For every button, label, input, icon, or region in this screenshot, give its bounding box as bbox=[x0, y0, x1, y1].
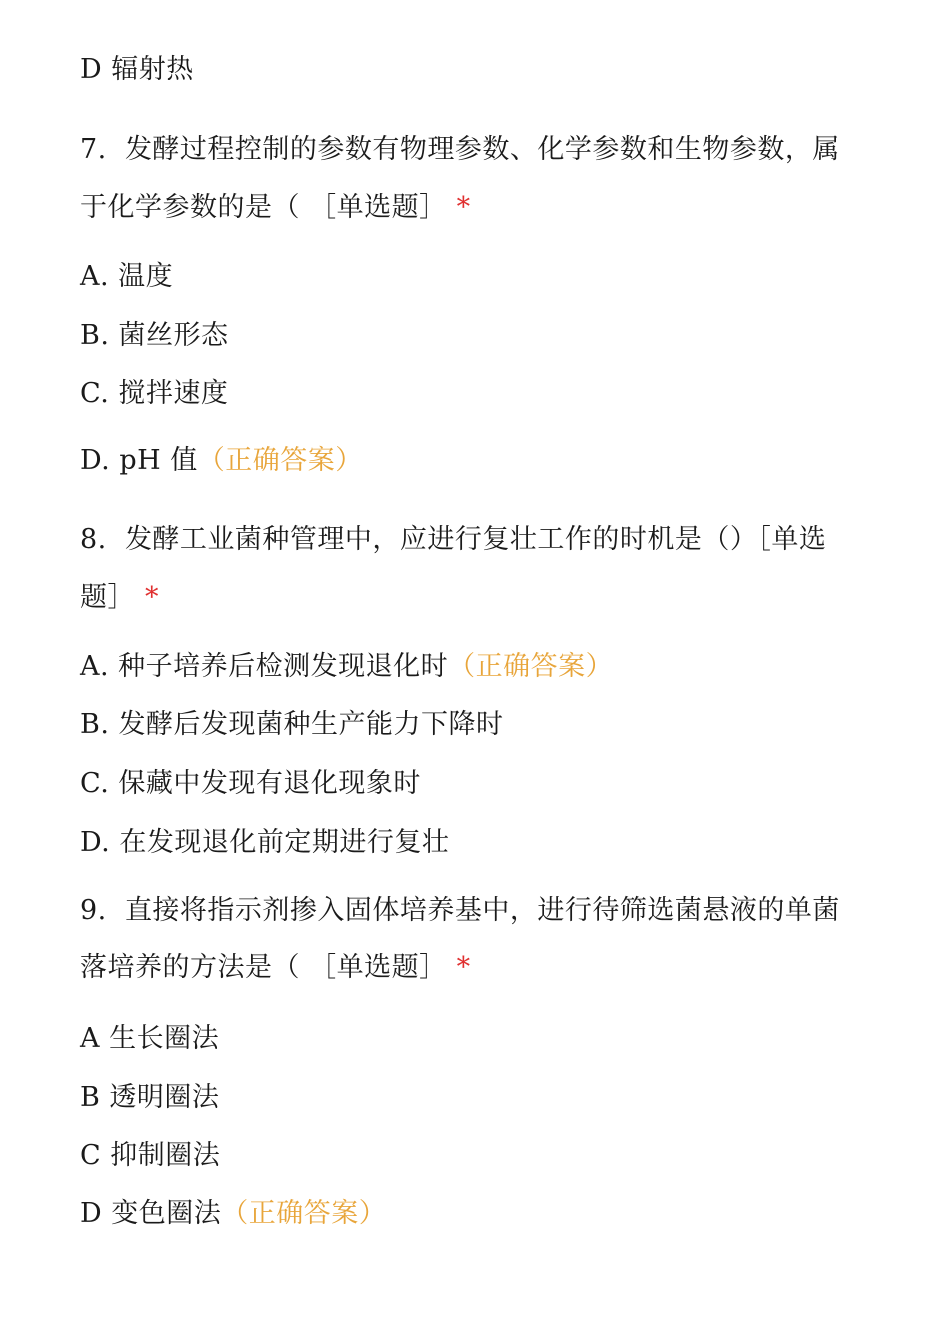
option-text: A 生长圈法 bbox=[80, 1023, 220, 1054]
question-7-stem-line1 bbox=[80, 132, 840, 168]
correct-answer-tag: （正确答案） bbox=[221, 1198, 387, 1229]
question-7-stem-line2 bbox=[80, 190, 471, 226]
question-text: 题］ bbox=[80, 582, 135, 613]
required-mark: * bbox=[456, 192, 471, 223]
required-mark: * bbox=[145, 582, 159, 613]
question-7-option-d[interactable] bbox=[80, 443, 363, 479]
option-d-q6 bbox=[80, 52, 194, 88]
option-text: B 透明圈法 bbox=[80, 1082, 220, 1113]
question-text: 发酵过程控制的参数有物理参数、化学参数和生物参数，属 bbox=[124, 134, 840, 165]
question-7-option-c[interactable] bbox=[80, 376, 228, 412]
option-text: A. 种子培养后检测发现退化时 bbox=[80, 651, 449, 682]
question-7-option-b[interactable] bbox=[80, 318, 229, 354]
option-text: C. 保藏中发现有退化现象时 bbox=[80, 768, 421, 799]
question-9-stem-line2 bbox=[80, 950, 471, 986]
correct-answer-tag: （正确答案） bbox=[448, 651, 614, 682]
option-text: C 抑制圈法 bbox=[80, 1140, 221, 1171]
question-9-stem-line1 bbox=[80, 893, 840, 929]
question-8-option-c[interactable] bbox=[80, 766, 421, 802]
question-9-option-c[interactable] bbox=[80, 1138, 220, 1174]
correct-answer-tag: （正确答案） bbox=[197, 445, 363, 476]
option-text: D. 在发现退化前定期进行复壮 bbox=[80, 827, 450, 858]
question-number: 9. bbox=[80, 895, 107, 926]
question-text: 发酵工业菌种管理中，应进行复壮工作的时机是（）［单选 bbox=[124, 524, 827, 555]
question-8-stem-line2 bbox=[80, 580, 159, 616]
question-8-stem-line1 bbox=[80, 522, 826, 558]
question-number: 8. bbox=[80, 524, 107, 555]
option-text: C. 搅拌速度 bbox=[80, 378, 229, 409]
question-text: 直接将指示剂掺入固体培养基中，进行待筛选菌悬液的单菌 bbox=[124, 895, 840, 926]
option-text: D 辐射热 bbox=[80, 54, 194, 85]
question-number: 7. bbox=[80, 134, 107, 165]
question-9-option-a[interactable] bbox=[80, 1021, 219, 1057]
question-8-option-b[interactable] bbox=[80, 707, 504, 743]
option-text: B. 发酵后发现菌种生产能力下降时 bbox=[80, 709, 504, 740]
question-8-option-d[interactable] bbox=[80, 825, 449, 861]
question-9-option-b[interactable] bbox=[80, 1080, 219, 1116]
question-7-option-a[interactable] bbox=[80, 259, 173, 295]
option-text: D. pH 值 bbox=[80, 445, 198, 476]
question-8-option-a[interactable] bbox=[80, 649, 613, 685]
option-text: D 变色圈法 bbox=[80, 1198, 222, 1229]
question-9-option-d[interactable] bbox=[80, 1196, 386, 1232]
question-text: 落培养的方法是（ ［单选题］ bbox=[80, 952, 447, 983]
option-text: A. 温度 bbox=[80, 261, 174, 292]
question-text: 于化学参数的是（ ［单选题］ bbox=[80, 192, 447, 223]
required-mark: * bbox=[456, 952, 471, 983]
option-text: B. 菌丝形态 bbox=[80, 320, 229, 351]
